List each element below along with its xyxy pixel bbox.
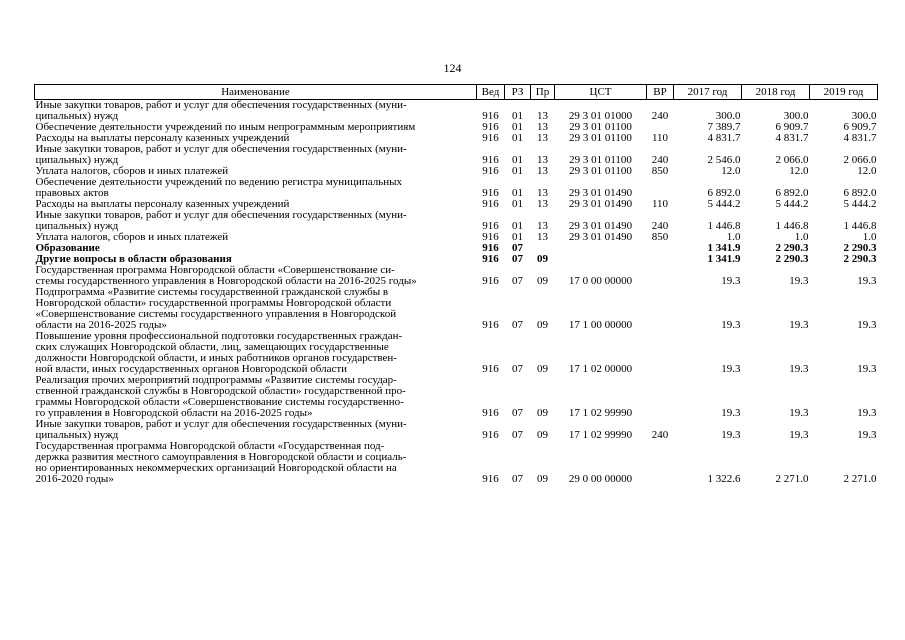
cell-2018: 6 892.0 xyxy=(775,187,809,199)
cell-pr: 09 xyxy=(537,429,548,441)
cell-cst: 29 3 01 01100 xyxy=(569,121,632,133)
cell-cst: 17 1 02 00000 xyxy=(568,363,633,375)
cell-2019: 1.0 xyxy=(862,231,877,243)
table-row xyxy=(35,144,878,166)
cell-name-line: Расходы на выплаты персоналу казенных учреждений xyxy=(35,132,290,144)
cell-name xyxy=(35,441,477,485)
cell-vr: 240 xyxy=(651,110,669,122)
cell-pr: 13 xyxy=(537,187,548,199)
cell-rz: 01 xyxy=(512,110,523,122)
header-ved: Вед xyxy=(477,85,505,100)
cell-cst: 29 0 00 00000 xyxy=(568,473,633,485)
cell-vr: 850 xyxy=(651,231,669,243)
cell-ved: 916 xyxy=(482,429,499,441)
cell-ved: 916 xyxy=(482,231,499,243)
table-row xyxy=(35,419,878,441)
cell-name-line: Государственная программа Новгородской области «Совершенствование си- xyxy=(35,264,395,276)
cell-name-line: Подпрограмма «Развитие системы государственной гражданской службы в xyxy=(35,286,389,298)
cell-rz: 01 xyxy=(512,154,523,166)
cell-2019: 19.3 xyxy=(857,319,877,331)
header-name: Наименование xyxy=(35,85,477,100)
cell-name-line: 2016-2020 годы» xyxy=(35,473,114,485)
cell-ved: 916 xyxy=(482,253,499,265)
table-row xyxy=(35,232,878,243)
cell-2017: 4 831.7 xyxy=(707,132,741,144)
cell-name-line: го управления в Новгородской области на 2016-2025 годы» xyxy=(35,407,313,419)
cell-name-line: Обеспечение деятельности учреждений по ведению регистра муниципальных xyxy=(35,176,402,188)
cell-2019: 5 444.2 xyxy=(843,198,877,210)
cell-2017: 7 389.7 xyxy=(707,121,741,133)
cell-vr xyxy=(647,375,674,419)
cell-ved: 916 xyxy=(482,154,499,166)
cell-vr xyxy=(647,331,674,375)
cell-2018: 2 271.0 xyxy=(775,473,809,485)
cell-name-line: правовых актов xyxy=(35,187,109,199)
cell-2017: 19.3 xyxy=(721,363,741,375)
cell-2017: 12.0 xyxy=(721,165,741,177)
cell-2018: 2 290.3 xyxy=(775,242,809,254)
cell-cst: 17 0 00 00000 xyxy=(568,275,633,287)
table-header-row xyxy=(35,85,878,100)
cell-name-line: Иные закупки товаров, работ и услуг для обеспечения государственных (муни- xyxy=(35,418,407,430)
cell-name-line: граммы Новгородской области «Совершенствование системы государственно- xyxy=(35,396,404,408)
cell-2018: 2 290.3 xyxy=(775,253,809,265)
cell-name-line: Иные закупки товаров, работ и услуг для обеспечения государственных (муни- xyxy=(35,209,407,221)
cell-rz: 01 xyxy=(512,220,523,232)
cell-2017: 1 446.8 xyxy=(707,220,741,232)
cell-2018: 19.3 xyxy=(789,363,809,375)
cell-2019: 300.0 xyxy=(851,110,877,122)
cell-rz: 07 xyxy=(512,253,523,265)
cell-2018: 19.3 xyxy=(789,319,809,331)
cell-name-line: Повышение уровня профессиональной подготовки государственных граждан- xyxy=(35,330,403,342)
cell-2018: 19.3 xyxy=(789,429,809,441)
cell-pr: 13 xyxy=(537,165,548,177)
cell-2019: 19.3 xyxy=(857,363,877,375)
cell-cst: 29 3 01 01000 xyxy=(568,110,633,122)
cell-2018: 300.0 xyxy=(783,110,809,122)
cell-name-line: ципальных) нужд xyxy=(35,220,119,232)
cell-vr xyxy=(647,441,674,485)
cell-name-line: области на 2016-2025 годы» xyxy=(35,319,167,331)
cell-pr: 13 xyxy=(537,154,548,166)
cell-name xyxy=(35,232,477,243)
cell-cst: 29 3 01 01490 xyxy=(568,198,633,210)
cell-rz: 07 xyxy=(512,275,523,287)
cell-2018: 4 831.7 xyxy=(775,132,809,144)
budget-table xyxy=(34,84,878,485)
cell-vr: 240 xyxy=(651,429,669,441)
cell-pr: 09 xyxy=(537,407,548,419)
cell-name-line: Уплата налогов, сборов и иных платежей xyxy=(35,165,229,177)
cell-rz: 07 xyxy=(512,319,523,331)
cell-name-line: но ориентированных некоммерческих организаций Новгородской области на xyxy=(35,462,397,474)
cell-2019: 6 909.7 xyxy=(843,121,877,133)
cell-vr: 240 xyxy=(651,220,669,232)
cell-name-line: ципальных) нужд xyxy=(35,110,119,122)
cell-name xyxy=(35,144,477,166)
header-cst: ЦСТ xyxy=(555,85,647,100)
cell-2017: 6 892.0 xyxy=(707,187,741,199)
cell-2017: 300.0 xyxy=(715,110,741,122)
cell-2019: 1 446.8 xyxy=(843,220,877,232)
cell-rz: 07 xyxy=(512,429,523,441)
page-number: 124 xyxy=(443,61,462,75)
cell-name xyxy=(35,287,477,331)
cell-pr: 13 xyxy=(537,220,548,232)
cell-2017: 1.0 xyxy=(726,231,741,243)
cell-cst: 17 1 02 99990 xyxy=(568,429,633,441)
cell-2017: 19.3 xyxy=(721,429,741,441)
cell-2018: 12.0 xyxy=(789,165,809,177)
cell-name-line: «Совершенствование системы государственного управления в Новгородской xyxy=(35,308,397,320)
cell-ved: 916 xyxy=(482,407,499,419)
cell-vr xyxy=(647,243,674,254)
table-body xyxy=(35,100,878,486)
cell-ved: 916 xyxy=(482,187,499,199)
cell-vr xyxy=(647,265,674,287)
cell-rz: 07 xyxy=(512,473,523,485)
cell-ved: 916 xyxy=(482,319,499,331)
cell-name-line: Уплата налогов, сборов и иных платежей xyxy=(35,231,229,243)
cell-vr: 240 xyxy=(651,154,669,166)
cell-2019: 2 271.0 xyxy=(843,473,877,485)
cell-vr: 110 xyxy=(651,198,669,210)
cell-pr: 09 xyxy=(537,363,548,375)
cell-vr: 850 xyxy=(651,165,669,177)
cell-cst: 29 3 01 01100 xyxy=(569,165,632,177)
cell-cst xyxy=(555,254,647,265)
cell-2019: 2 290.3 xyxy=(843,242,877,254)
cell-name-line: Новгородской области» государственной программы Новгородской области xyxy=(35,297,392,309)
cell-name-line: должности Новгородской области, и иных работников органов государствен- xyxy=(35,352,397,364)
cell-name xyxy=(35,210,477,232)
cell-ved: 916 xyxy=(482,110,499,122)
table-row xyxy=(35,100,878,123)
cell-cst: 29 3 01 01100 xyxy=(569,154,632,166)
cell-2018: 5 444.2 xyxy=(775,198,809,210)
cell-rz: 01 xyxy=(512,165,523,177)
cell-2019: 19.3 xyxy=(857,275,877,287)
cell-pr: 09 xyxy=(537,473,548,485)
cell-name-line: держка развития местного самоуправления в Новгородской области и социаль- xyxy=(35,451,407,463)
cell-2017: 19.3 xyxy=(721,275,741,287)
cell-ved: 916 xyxy=(482,363,499,375)
cell-rz: 01 xyxy=(512,198,523,210)
cell-rz: 01 xyxy=(512,132,523,144)
cell-pr: 13 xyxy=(537,110,548,122)
cell-pr: 13 xyxy=(537,231,548,243)
cell-rz: 01 xyxy=(512,187,523,199)
cell-vr xyxy=(647,254,674,265)
cell-cst: 29 3 01 01490 xyxy=(568,231,633,243)
cell-name xyxy=(35,419,477,441)
cell-2019: 6 892.0 xyxy=(843,187,877,199)
cell-2017: 19.3 xyxy=(721,319,741,331)
cell-2019: 2 066.0 xyxy=(843,154,877,166)
cell-name-line: Обеспечение деятельности учреждений по иным непрограммным мероприятиям xyxy=(35,121,416,133)
cell-2017: 2 546.0 xyxy=(707,154,741,166)
cell-name-line: Другие вопросы в области образования xyxy=(35,253,232,265)
table-row xyxy=(35,441,878,485)
cell-name xyxy=(35,265,477,287)
cell-2019: 12.0 xyxy=(857,165,877,177)
cell-2017: 1 341.9 xyxy=(707,253,741,265)
cell-name-line: ственной гражданской службы в Новгородской области» государственной про- xyxy=(35,385,406,397)
header-2017: 2017 год xyxy=(674,85,742,100)
header-2018: 2018 год xyxy=(742,85,810,100)
cell-rz: 07 xyxy=(512,407,523,419)
table-row xyxy=(35,287,878,331)
cell-name xyxy=(35,331,477,375)
cell-2018: 2 066.0 xyxy=(775,154,809,166)
header-rz: РЗ xyxy=(505,85,531,100)
cell-ved: 916 xyxy=(482,242,499,254)
cell-2018: 19.3 xyxy=(789,275,809,287)
cell-name-line: ципальных) нужд xyxy=(35,429,119,441)
cell-rz: 07 xyxy=(512,242,523,254)
cell-pr: 09 xyxy=(537,253,548,265)
table-row xyxy=(35,331,878,375)
cell-pr: 09 xyxy=(537,319,548,331)
header-2019: 2019 год xyxy=(810,85,878,100)
cell-cst: 17 1 00 00000 xyxy=(568,319,633,331)
cell-vr: 110 xyxy=(651,132,669,144)
cell-name-line: стемы государственного управления в Новгородской области на 2016-2025 годы» xyxy=(35,275,417,287)
cell-vr xyxy=(647,177,674,199)
cell-vr xyxy=(647,287,674,331)
cell-name-line: Реализация прочих мероприятий подпрограммы «Развитие системы государ- xyxy=(35,374,397,386)
header-pr: Пр xyxy=(531,85,555,100)
cell-cst xyxy=(555,243,647,254)
cell-2017: 1 341.9 xyxy=(707,242,741,254)
cell-2019: 4 831.7 xyxy=(843,132,877,144)
cell-2019: 2 290.3 xyxy=(843,253,877,265)
cell-ved: 916 xyxy=(482,198,499,210)
cell-cst: 29 3 01 01490 xyxy=(568,220,633,232)
cell-name-line: Образование xyxy=(35,242,100,254)
cell-name-line: ной власти, иных государственных органов Новгородской области xyxy=(35,363,348,375)
cell-ved: 916 xyxy=(482,220,499,232)
cell-pr: 13 xyxy=(537,132,548,144)
cell-2019: 19.3 xyxy=(857,429,877,441)
table-row xyxy=(35,177,878,199)
cell-pr: 13 xyxy=(537,121,548,133)
header-vr: ВР xyxy=(647,85,674,100)
cell-name xyxy=(35,177,477,199)
cell-rz: 07 xyxy=(512,363,523,375)
cell-2019: 19.3 xyxy=(857,407,877,419)
cell-name xyxy=(35,375,477,419)
cell-ved: 916 xyxy=(482,473,499,485)
cell-2017: 19.3 xyxy=(721,407,741,419)
cell-ved: 916 xyxy=(482,275,499,287)
cell-2017: 1 322.6 xyxy=(707,473,741,485)
cell-name-line: Иные закупки товаров, работ и услуг для обеспечения государственных (муни- xyxy=(35,99,407,111)
cell-cst: 29 3 01 01490 xyxy=(568,187,633,199)
cell-2018: 19.3 xyxy=(789,407,809,419)
cell-name-line: ципальных) нужд xyxy=(35,154,119,166)
cell-name-line: Расходы на выплаты персоналу казенных учреждений xyxy=(35,198,290,210)
cell-name xyxy=(35,100,477,123)
cell-ved: 916 xyxy=(482,165,499,177)
cell-name-line: Иные закупки товаров, работ и услуг для обеспечения государственных (муни- xyxy=(35,143,407,155)
cell-pr: 09 xyxy=(537,275,548,287)
cell-pr: 13 xyxy=(537,198,548,210)
cell-rz: 01 xyxy=(512,121,523,133)
cell-ved: 916 xyxy=(482,132,499,144)
cell-name-line: ских служащих Новгородской области, лиц, замещающих государственные xyxy=(35,341,389,353)
cell-cst: 17 1 02 99990 xyxy=(568,407,633,419)
table-row xyxy=(35,210,878,232)
cell-2018: 1.0 xyxy=(794,231,809,243)
cell-ved: 916 xyxy=(482,121,499,133)
cell-2018: 6 909.7 xyxy=(775,121,809,133)
cell-2017: 5 444.2 xyxy=(707,198,741,210)
cell-name-line: Государственная программа Новгородской области «Государственная под- xyxy=(35,440,385,452)
cell-rz: 01 xyxy=(512,231,523,243)
cell-2018: 1 446.8 xyxy=(775,220,809,232)
table-row xyxy=(35,375,878,419)
table-row xyxy=(35,265,878,287)
cell-cst: 29 3 01 01100 xyxy=(569,132,632,144)
